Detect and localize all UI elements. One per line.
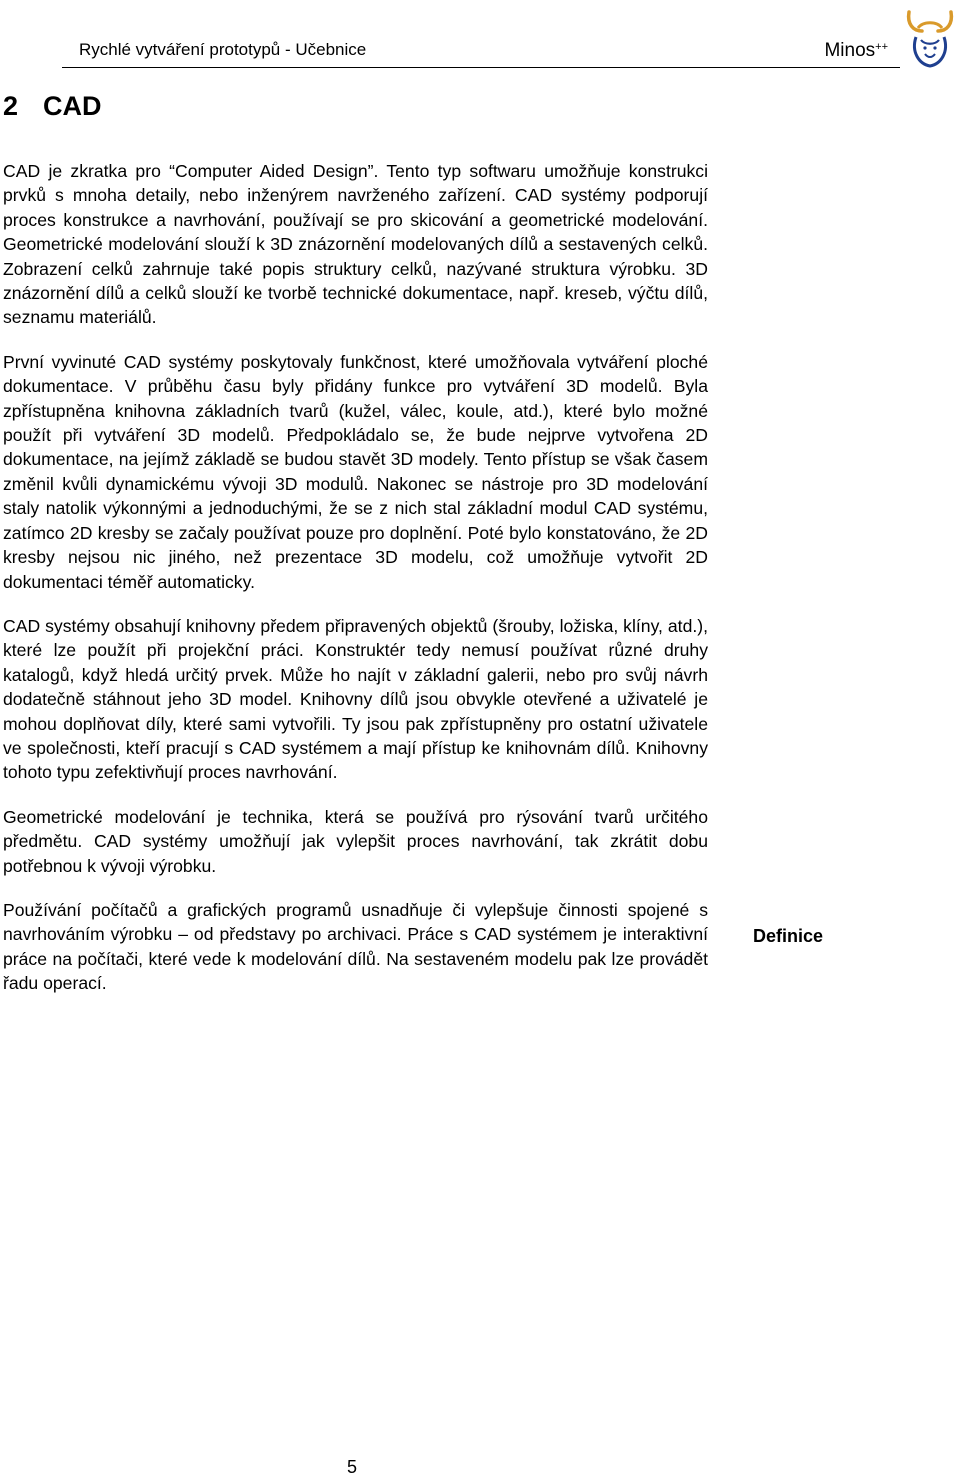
header-brand-sup: ++ [875,41,888,53]
chapter-heading [3,91,102,122]
header-title: Rychlé vytváření prototypů - Učebnice [79,40,367,59]
paragraph-history: První vyvinuté CAD systémy poskytovaly funkčnost, které umožňovala vytváření ploché dokumentace. V průběhu času byly přidány funkce pro vytváření 3D modelů. Byla zpřístupněna knihovna základních tvarů (kužel, válec, koule, atd.), které bylo možné použít při vytváření 3D modelů. Předpokládalo se, že bude nejprve vytvořena 2D dokumentace, na jejímž základě se budou stavět 3D modely. Tento přístup se však časem změnil kvůli dynamickému vývoji 3D modulů. Nakonec se nástroje pro 3D modelování staly natolik výkonnými a jednoduchými, že se z nich stal základní modul CAD systému, zatímco 2D kresby se začaly používat pouze pro doplnění. Poté bylo konstatováno, že 2D kresby nejsou nic jiného, než prezentace 3D modelu, což umožňuje vytvořit 2D dokumentaci téměř automaticky. [3,351,708,592]
page-number: 5 [347,1457,358,1477]
main-text [3,159,708,1016]
paragraph-definition: Geometrické modelování je technika, která se používá pro rýsování tvarů určitého předmětu. CAD systémy umožňují jak vylepšit proces navrhování, tak zkrátit dobu potřebnou k vývoji výrobku. [3,806,708,876]
paragraph-intro: CAD je zkratka pro “Computer Aided Design”. Tento typ softwaru umožňuje konstrukci prvků s mnoha detaily, nebo inženýrem navrženého zařízení. CAD systémy podporují proces konstrukce a navrhování, používají se pro skicování a geometrické modelování. Geometrické modelování slouží k 3D znázornění modelovaných dílů a sestavených celků. Zobrazení celků zahrnuje také popis struktury celků, nazývané struktura výrobku. 3D znázornění dílů a celků slouží ke tvorbě technické dokumentace, např. kreseb, výčtu dílů, seznamu materiálů. [3,161,708,328]
page-header [62,0,900,68]
chapter-title: CAD [43,91,102,121]
chapter-number: 2 [3,91,19,121]
header-brand-name: Minos [824,40,876,61]
paragraph-libraries: CAD systémy obsahují knihovny předem připravených objektů (šrouby, ložiska, klíny, atd.), které lze použít při projekční práci. Konstruktér tedy nemusí používat různé druhy katalogů, když hledá určitý prvek. Může ho najít v základní galerii, nebo pro svůj návrh dodatečně stáhnout jeho 3D model. Knihovny dílů jsou obvykle otevřené a uživatelé je mohou doplňovat díly, které sami vytvořili. Ty jsou pak zpřístupněny pro ostatní uživatele ve společnosti, kteří pracují s CAD systémem a mají přístup ke knihovnám dílů. Knihovny tohoto typu zefektivňují proces navrhování. [3,615,708,783]
header-brand [824,40,888,62]
minos-bull-logo-icon [903,4,957,68]
margin-note-definition: Definice [753,926,824,946]
paragraph-interactive-work: Používání počítačů a grafických programů usnadňuje či vylepšuje činnosti spojené s navrhováním výrobku – od představy po archivaci. Práce s CAD systémem je interaktivní práce na počítači, které vede k modelování dílů. Na sestaveném modelu pak lze provádět řadu operací. [3,899,708,994]
